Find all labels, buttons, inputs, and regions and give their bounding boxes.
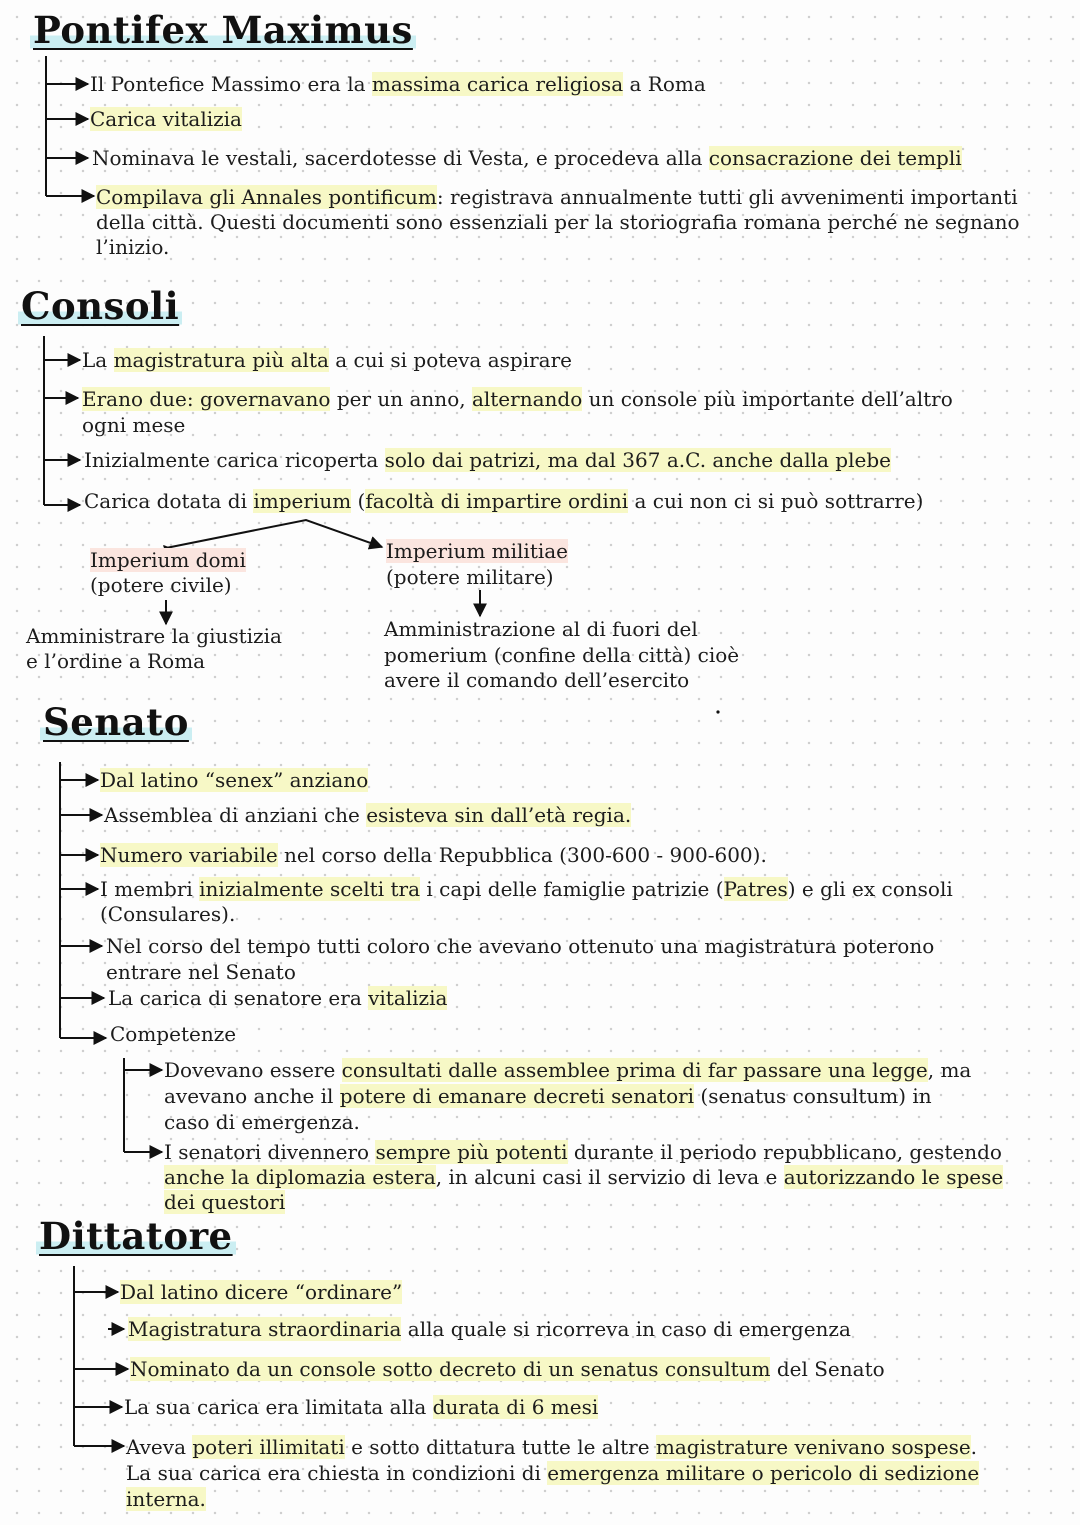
senato-item-5-line-2: entrare nel Senato — [106, 960, 296, 984]
dittatore-item-5-line-3: interna. — [126, 1487, 206, 1511]
senato-item-4: I membri inizialmente scelti tra i capi delle famiglie patrizie (Patres) e gli ex consoli — [100, 877, 953, 901]
imperium-split — [166, 520, 382, 548]
imperium-militiae-subtitle: (potere militare) — [386, 565, 554, 589]
stray-dot — [716, 710, 719, 713]
dittatore-item-5: Aveva poteri illimitati e sotto dittatura tutte le altre magistrature venivano sospese. — [126, 1435, 978, 1459]
section-title-dittatore: Dittatore — [36, 1214, 236, 1258]
section-title-consoli: Consoli — [18, 284, 182, 328]
consoli-item-4: Carica dotata di imperium (facoltà di impartire ordini a cui non ci si può sottrarre) — [84, 489, 924, 513]
pontifex-item-2: Carica vitalizia — [90, 107, 242, 131]
imperium-domi-desc-1: Amministrare la giustizia — [26, 624, 282, 648]
senato-item-5: Nel corso del tempo tutti coloro che avevano ottenuto una magistratura poterono — [106, 934, 935, 958]
competenze-item-1-line-2: avevano anche il potere di emanare decreti senatori (senatus consultum) in — [164, 1084, 932, 1108]
senato-item-6: La carica di senatore era vitalizia — [108, 986, 448, 1010]
competenze-item-1-line-3: caso di emergenza. — [164, 1110, 360, 1134]
senato-item-4-line-2: (Consulares). — [100, 902, 236, 926]
imperium-militiae-desc-3: avere il comando dell’esercito — [384, 668, 690, 692]
pontifex-item-4-line-3: l’inizio. — [96, 235, 170, 259]
dittatore-item-1: Dal latino dicere “ordinare” — [120, 1280, 403, 1304]
pontifex-item-4: Compilava gli Annales pontificum: registrava annualmente tutti gli avvenimenti importanti — [96, 185, 1018, 209]
senato-item-1: Dal latino “senex” anziano — [100, 768, 369, 792]
competenze-item-2-line-2: anche la diplomazia estera, in alcuni casi il servizio di leva e autorizzando le spese — [164, 1165, 1004, 1189]
imperium-militiae-desc-1: Amministrazione al di fuori del — [384, 617, 698, 641]
competenze-item-2: I senatori divennero sempre più potenti durante il periodo repubblicano, gestendo — [164, 1140, 1002, 1164]
dittatore-item-2: Magistratura straordinaria alla quale si ricorreva in caso di emergenza — [128, 1317, 851, 1341]
consoli-item-2: Erano due: governavano per un anno, alternando un console più importante dell’altro — [82, 387, 953, 411]
imperium-militiae-title: Imperium militiae — [386, 539, 569, 563]
senato-item-7: Competenze — [110, 1022, 237, 1046]
imperium-domi-subtitle: (potere civile) — [90, 573, 232, 597]
consoli-item-2-line-2: ogni mese — [82, 413, 186, 437]
section-title-senato: Senato — [40, 700, 192, 744]
senato-item-3: Numero variabile nel corso della Repubblica (300-600 - 900-600). — [100, 843, 767, 867]
senato-item-2: Assemblea di anziani che esisteva sin dall’età regia. — [104, 803, 632, 827]
competenze-item-1: Dovevano essere consultati dalle assemblee prima di far passare una legge, ma — [164, 1058, 972, 1082]
imperium-domi-title: Imperium domi — [90, 548, 246, 572]
imperium-militiae-desc-2: pomerium (confine della città) cioè — [384, 643, 740, 667]
pontifex-item-3: Nominava le vestali, sacerdotesse di Vesta, e procedeva alla consacrazione dei templi — [92, 146, 962, 170]
dittatore-item-5-line-2: La sua carica era chiesta in condizioni di emergenza militare o pericolo di sedizione — [126, 1461, 980, 1485]
competenze-item-2-line-3: dei questori — [164, 1190, 286, 1214]
consoli-item-1: La magistratura più alta a cui si poteva aspirare — [82, 348, 572, 372]
imperium-domi-desc-2: e l’ordine a Roma — [26, 649, 206, 673]
pontifex-item-4-line-2: della città. Questi documenti sono essenziali per la storiografia romana perché ne segnano — [96, 210, 1020, 234]
dittatore-item-3: Nominato da un console sotto decreto di un senatus consultum del Senato — [130, 1357, 885, 1381]
consoli-item-3: Inizialmente carica ricoperta solo dai patrizi, ma dal 367 a.C. anche dalla plebe — [84, 448, 891, 472]
pontifex-item-1: Il Pontefice Massimo era la massima carica religiosa a Roma — [90, 72, 706, 96]
dittatore-item-4: La sua carica era limitata alla durata di 6 mesi — [124, 1395, 599, 1419]
section-title-pontifex: Pontifex Maximus — [30, 8, 416, 52]
